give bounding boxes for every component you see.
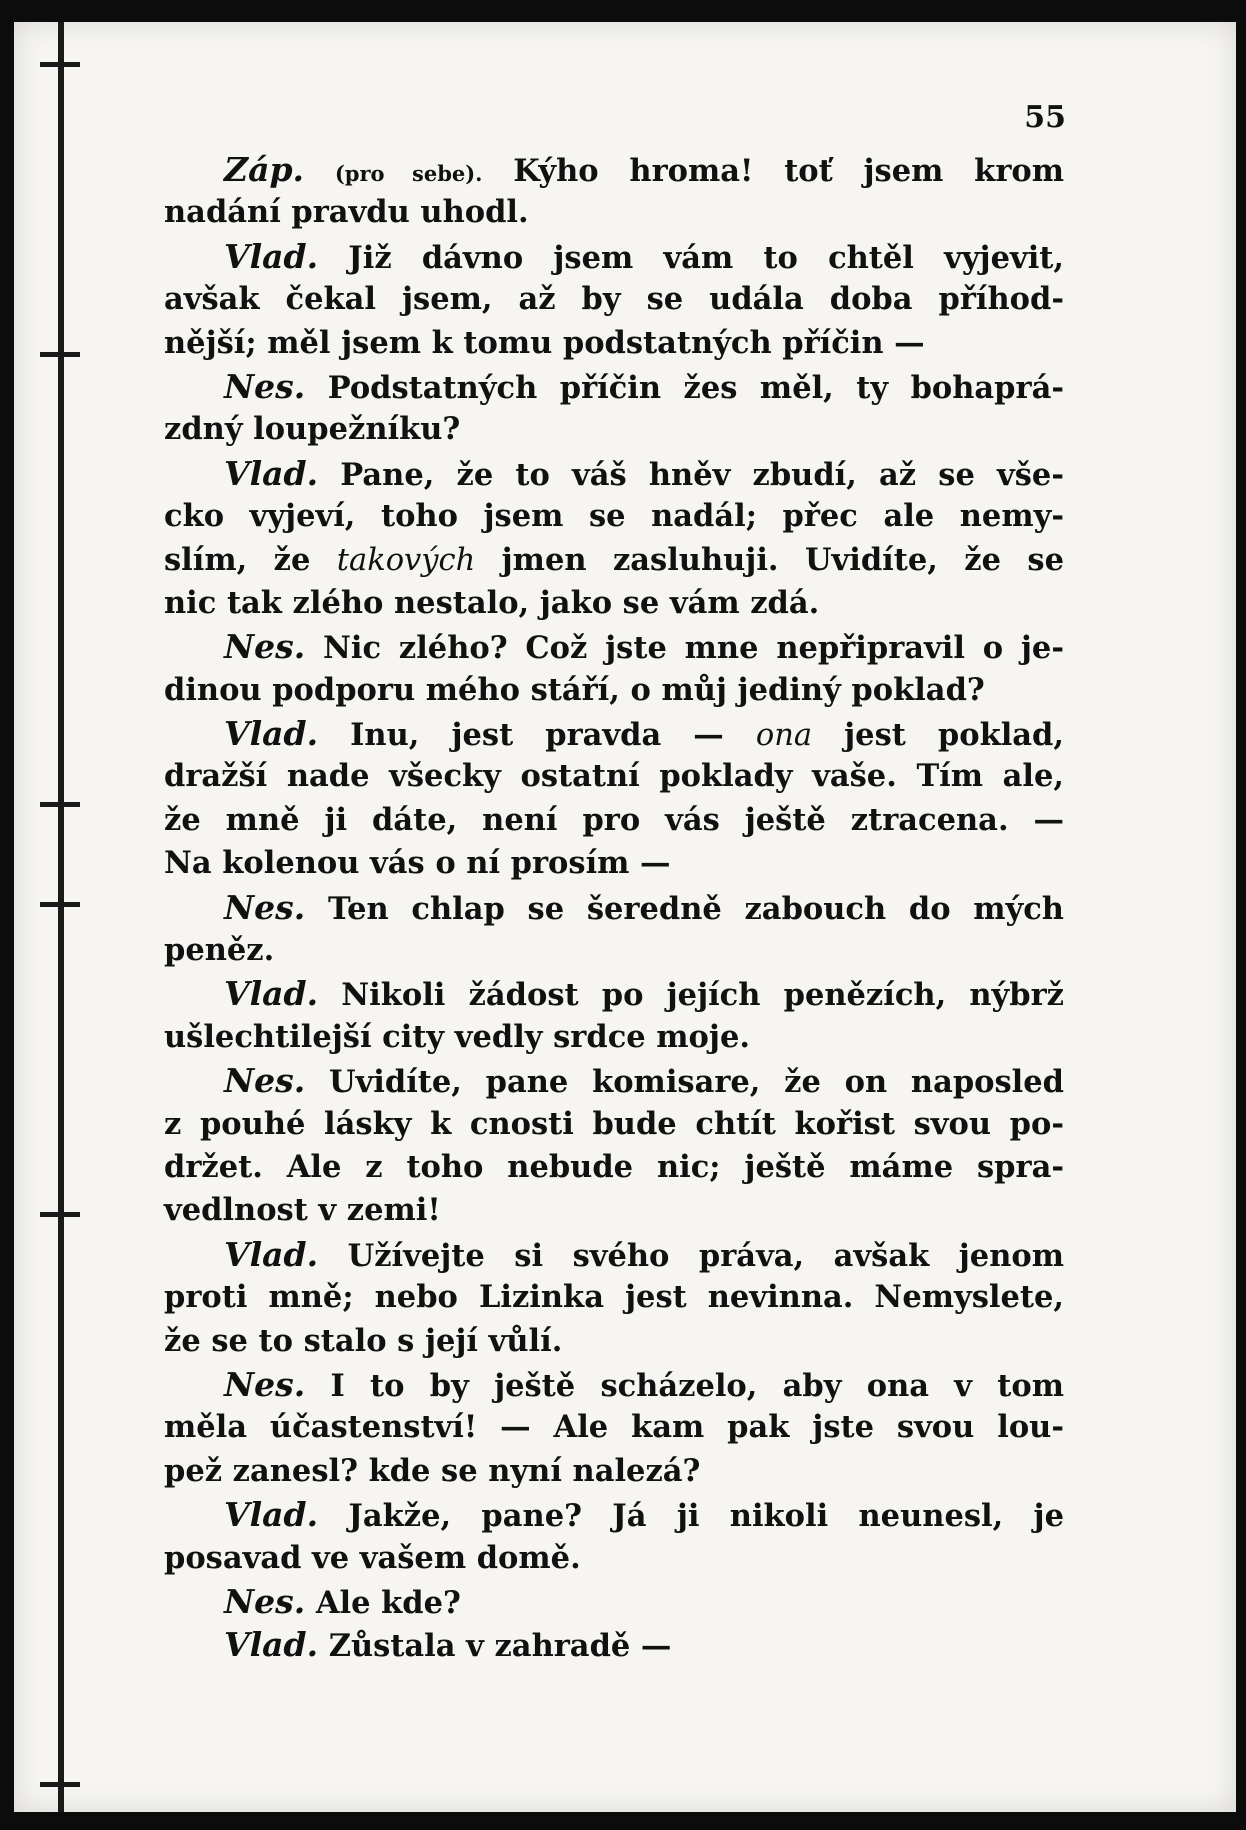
text-line — [164, 191, 1064, 234]
speaker-name: Vlad. — [224, 1625, 319, 1665]
text-line — [164, 365, 1064, 408]
text-line — [164, 148, 1064, 191]
text-segment: jest poklad, — [812, 717, 1064, 754]
text-line — [164, 1320, 1064, 1363]
text-segment: Inu, jest pravda — — [318, 717, 756, 754]
text-line — [164, 1450, 1064, 1493]
text-segment: Na kolenou vás o ní prosím — — [164, 845, 671, 882]
text-segment: pež zanesl? kde se nyní nalezá? — [164, 1452, 701, 1489]
speaker-name: Vlad. — [224, 236, 319, 276]
text-segment: Nic zlého? Což jste mne nepřipravil o je- — [305, 630, 1064, 667]
text-line — [164, 625, 1064, 668]
speaker-name: Nes. — [224, 1581, 306, 1621]
speaker-name: Vlad. — [224, 453, 319, 493]
text-line — [164, 1233, 1064, 1276]
text-line — [164, 842, 1064, 885]
text-line — [164, 929, 1064, 972]
binding-mark — [40, 62, 80, 67]
text-segment: peněz. — [164, 932, 275, 969]
binding-mark — [40, 352, 80, 357]
speaker-name: Nes. — [224, 1364, 306, 1404]
speaker-name: Vlad. — [224, 974, 319, 1014]
text-segment: zdný loupežníku? — [164, 411, 461, 448]
stage-direction: (pro sebe). — [334, 161, 483, 186]
text-segment: vedlnost v zemi! — [164, 1192, 441, 1229]
text-line — [164, 1406, 1064, 1449]
speaker-name: Nes. — [224, 1061, 306, 1101]
text-segment: Již dávno jsem vám to chtěl vyjevit, — [318, 239, 1064, 276]
binding-mark — [40, 902, 80, 907]
text-line — [164, 495, 1064, 538]
text-line — [164, 886, 1064, 929]
text-segment: Ten chlap se šeredně zabouch do mých — [305, 890, 1064, 927]
speaker-name: Záp. — [224, 150, 305, 189]
text-segment: Užívejte si svého práva, avšak jenom — [318, 1237, 1064, 1274]
text-line — [164, 278, 1064, 321]
text-segment: že mně ji dáte, není pro vás ještě ztracena. — — [164, 801, 1064, 838]
text-segment: avšak čekal jsem, až by se udála doba příhod- — [164, 281, 1064, 318]
text-line — [164, 1059, 1064, 1102]
text-line — [164, 408, 1064, 451]
text-segment: Jakže, pane? Já ji nikoli neunesl, je — [318, 1498, 1064, 1535]
book-page — [14, 22, 1236, 1812]
speaker-name: Vlad. — [224, 714, 319, 754]
speaker-name: Vlad. — [224, 1495, 319, 1535]
speaker-name: Nes. — [224, 627, 306, 667]
text-line — [164, 322, 1064, 365]
binding-mark — [40, 1212, 80, 1217]
text-line — [164, 452, 1064, 495]
text-line — [164, 1016, 1064, 1059]
text-segment: Pane, že to váš hněv zbudí, až se vše- — [318, 456, 1064, 493]
text-line — [164, 1103, 1064, 1146]
text-segment: nadání pravdu uhodl. — [164, 194, 529, 231]
text-line — [164, 1146, 1064, 1189]
binding-mark — [40, 1782, 80, 1787]
text-segment: nic tak zlého nestalo, jako se vám zdá. — [164, 584, 820, 621]
binding-mark — [40, 802, 80, 807]
page-number: 55 — [1024, 100, 1066, 135]
text-segment: z pouhé lásky k cnosti bude chtít kořist svou po- — [164, 1105, 1064, 1142]
text-segment: jmen zasluhuji. Uvidíte, že se — [475, 541, 1064, 578]
text-line — [164, 1189, 1064, 1232]
text-segment: držet. Ale z toho nebude nic; ještě máme spra- — [164, 1148, 1064, 1185]
text-line — [164, 1363, 1064, 1406]
text-line — [164, 669, 1064, 712]
text-segment: Podstatných příčin žes měl, ty bohaprá- — [305, 369, 1064, 406]
text-line — [164, 1276, 1064, 1319]
text-segment: nější; měl jsem k tomu podstatných příčin — — [164, 324, 925, 361]
speaker-name: Vlad. — [224, 1234, 319, 1274]
text-segment: Zůstala v zahradě — — [318, 1628, 672, 1665]
text-segment: cko vyjeví, toho jsem se nadál; přec ale nemy- — [164, 498, 1064, 535]
text-line — [164, 1537, 1064, 1580]
body-text — [164, 148, 1064, 1667]
text-segment: dražší nade všecky ostatní poklady vaše. Tím ale, — [164, 758, 1064, 795]
text-line — [164, 972, 1064, 1015]
text-line — [164, 799, 1064, 842]
text-segment: že se to stalo s její vůlí. — [164, 1322, 563, 1359]
text-line — [164, 235, 1064, 278]
text-segment — [304, 153, 335, 189]
text-line — [164, 582, 1064, 625]
text-segment: slím, že — [164, 541, 337, 578]
text-segment: I to by ještě scházelo, aby ona v tom — [305, 1367, 1064, 1404]
text-segment: proti mně; nebo Lizinka jest nevinna. Nemyslete, — [164, 1279, 1064, 1316]
text-segment: takových — [336, 542, 476, 578]
text-line — [164, 1580, 1064, 1623]
speaker-name: Nes. — [224, 887, 306, 927]
text-segment: ona — [755, 718, 813, 754]
text-segment: měla účastenství! — Ale kam pak jste svou lou- — [164, 1409, 1064, 1446]
text-line — [164, 755, 1064, 798]
text-line — [164, 1493, 1064, 1536]
text-segment: Nikoli žádost po jejích penězích, nýbrž — [318, 977, 1064, 1014]
text-line — [164, 539, 1064, 582]
text-segment: ušlechtilejší city vedly srdce moje. — [164, 1018, 750, 1055]
text-segment: Kýho hroma! toť jsem krom — [482, 153, 1065, 189]
text-segment: Uvidíte, pane komisare, že on naposled — [305, 1064, 1064, 1101]
text-line — [164, 712, 1064, 755]
text-line — [164, 1623, 1064, 1666]
text-segment: dinou podporu mého stáří, o můj jediný poklad? — [164, 671, 985, 708]
text-segment: Ale kde? — [305, 1584, 461, 1621]
binding-edge — [58, 22, 64, 1812]
text-segment: posavad ve vašem domě. — [164, 1539, 581, 1576]
speaker-name: Nes. — [224, 366, 306, 406]
